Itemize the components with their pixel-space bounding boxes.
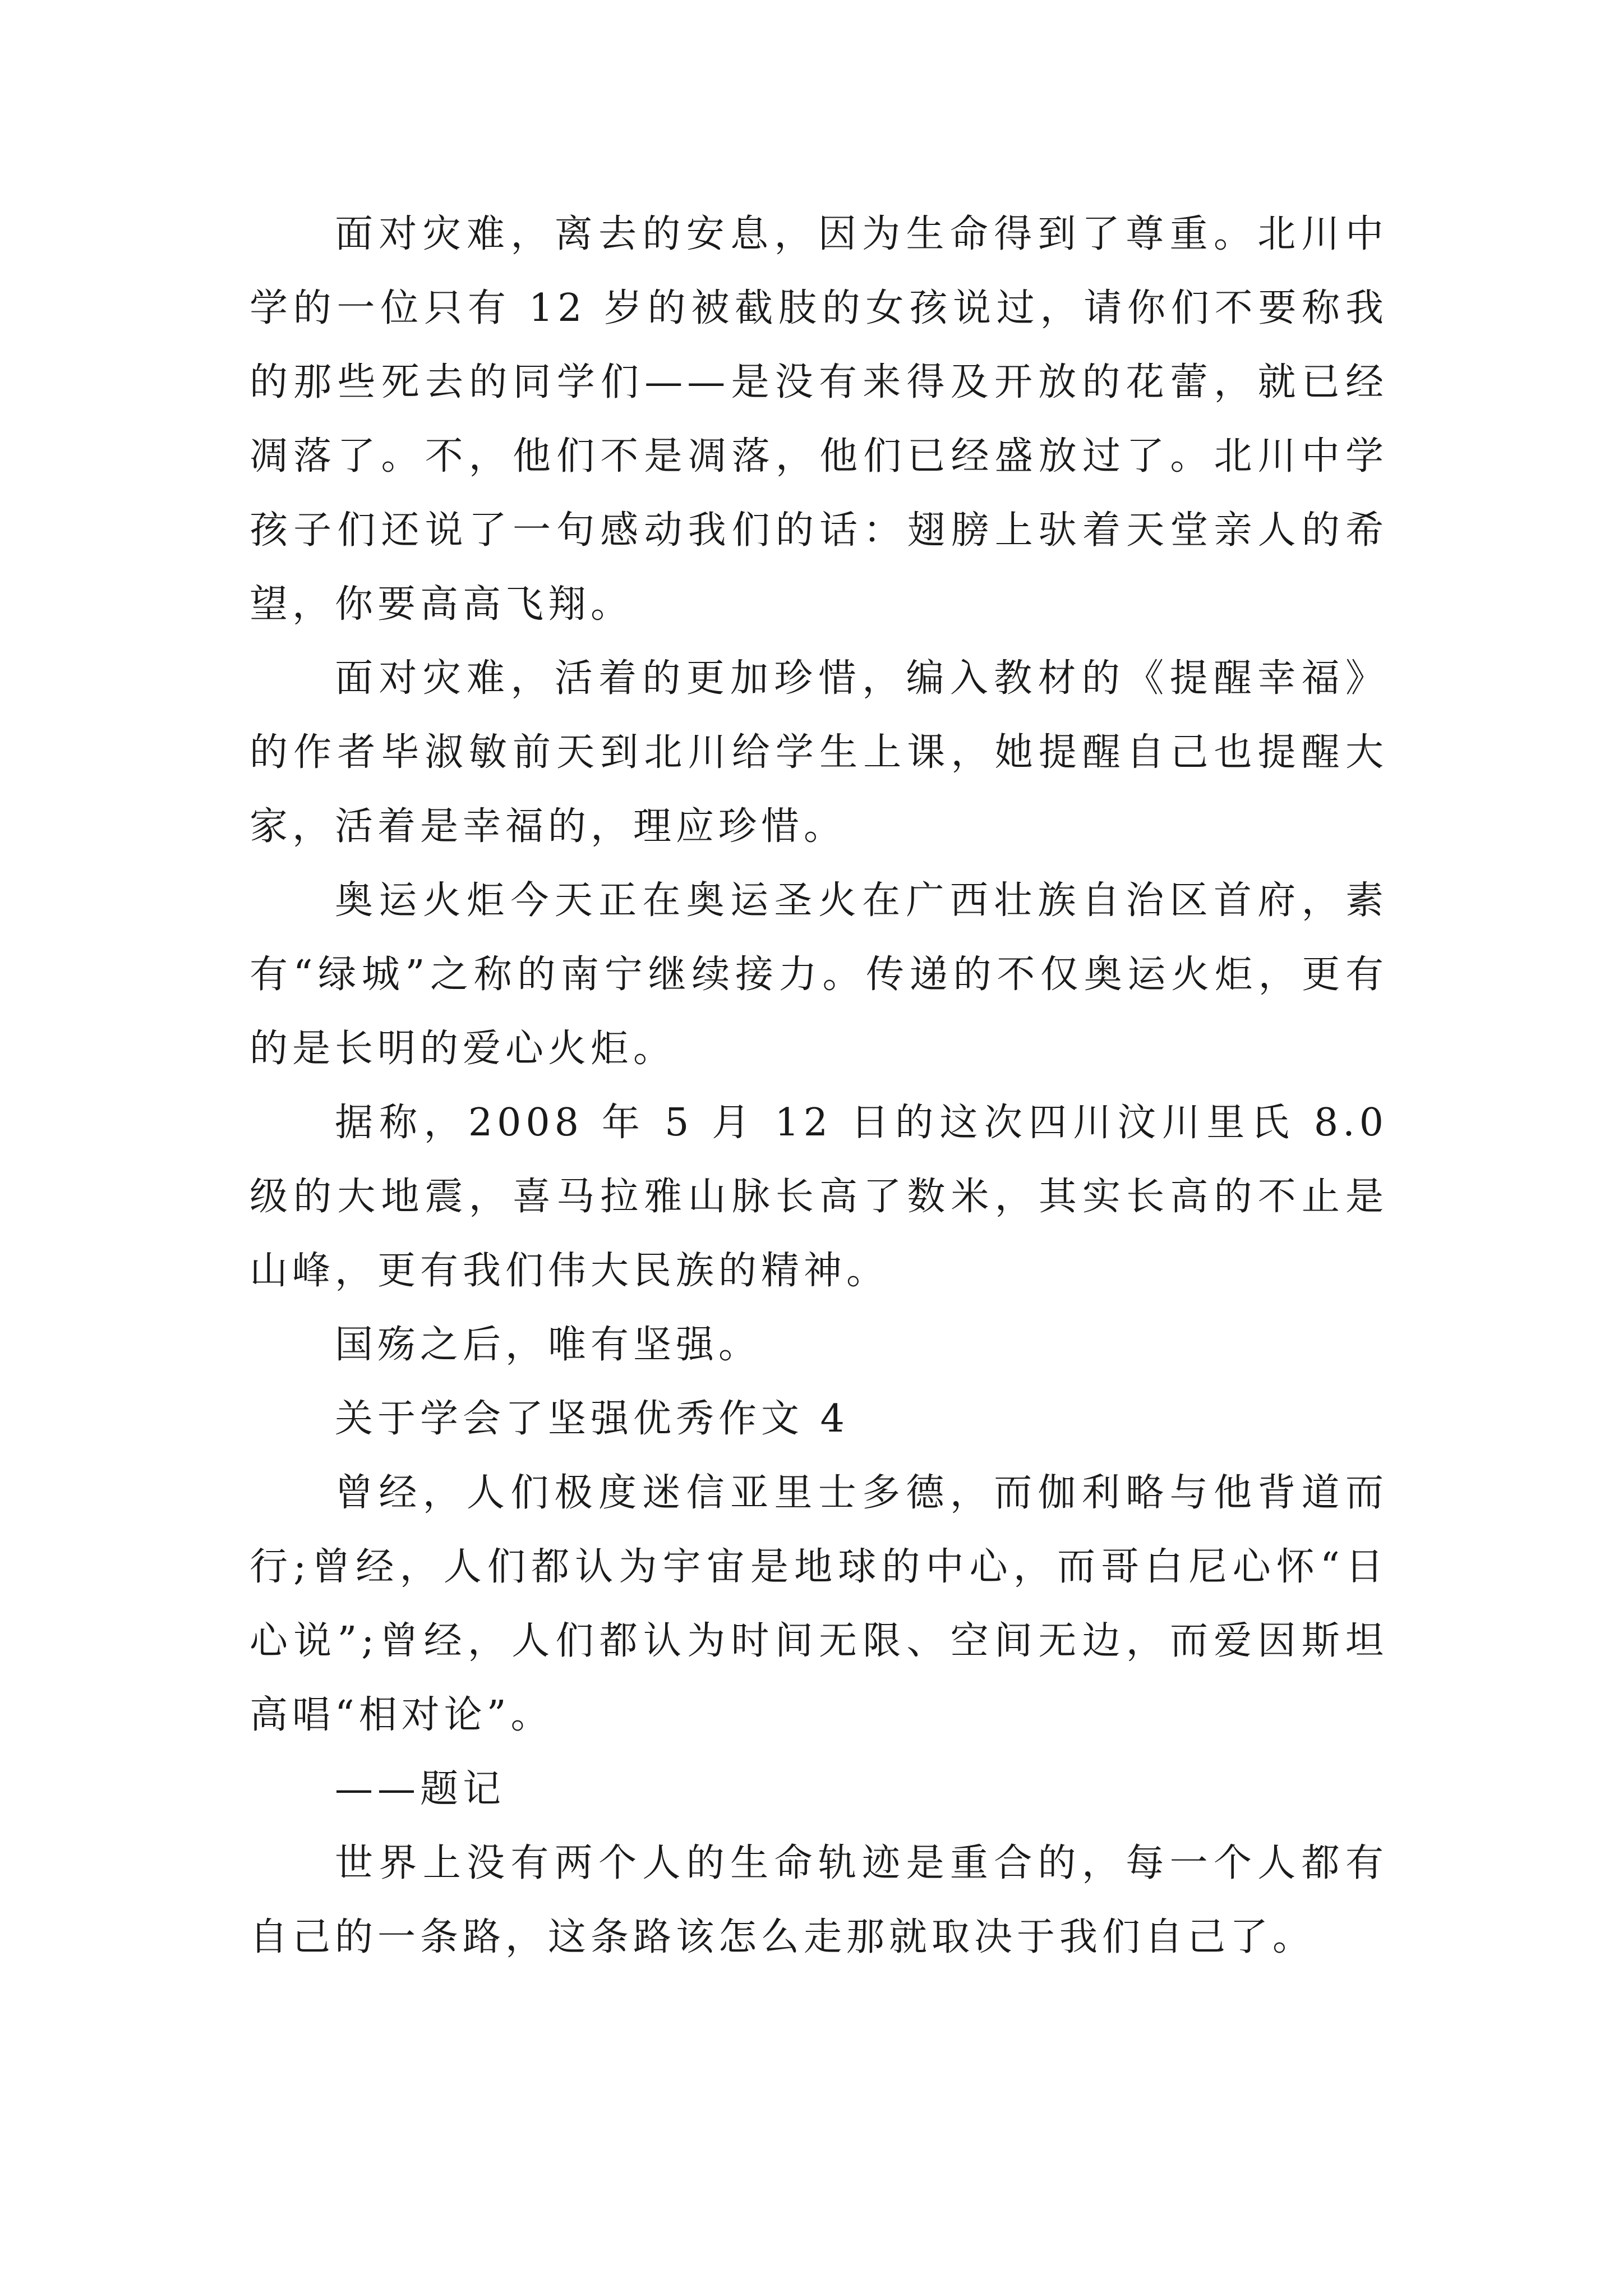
paragraph-1: 面对灾难，离去的安息，因为生命得到了尊重。北川中学的一位只有 12 岁的被截肢的女孩说过，请你们不要称我的那些死去的同学们——是没有来得及开放的花蕾，就已经凋落了。不，他们不是凋落，他们已经盛放过了。北川中学孩子们还说了一句感动我们的话：翅膀上驮着天堂亲人的希望，你要高高飞翔。: [250, 212, 1388, 627]
essay-title: 关于学会了坚强优秀作文 4: [335, 1397, 849, 1441]
paragraph-7: 世界上没有两个人的生命轨迹是重合的，每一个人都有自己的一条路，这条路该怎么走那就取决于我们自己了。: [250, 1841, 1388, 1959]
paragraph-2: 面对灾难，活着的更加珍惜，编入教材的《提醒幸福》的作者毕淑敏前天到北川给学生上课，她提醒自己也提醒大家，活着是幸福的，理应珍惜。: [250, 656, 1388, 849]
paragraph-6: 曾经，人们极度迷信亚里士多德，而伽利略与他背道而行;曾经，人们都认为宇宙是地球的中心，而哥白尼心怀“日心说”;曾经，人们都认为时间无限、空间无边，而爱因斯坦高唱“相对论”。: [250, 1471, 1388, 1737]
paragraph-4: 据称，2008 年 5 月 12 日的这次四川汶川里氏 8.0 级的大地震，喜马拉雅山脉长高了数米，其实长高的不止是山峰，更有我们伟大民族的精神。: [250, 1101, 1388, 1293]
paragraph-5: 国殇之后，唯有坚强。: [335, 1323, 762, 1367]
paragraph-3: 奥运火炬今天正在奥运圣火在广西壮族自治区首府，素有“绿城”之称的南宁继续接力。传递的不仅奥运火炬，更有的是长明的爱心火炬。: [250, 878, 1388, 1071]
epigraph-attribution: ——题记: [335, 1767, 506, 1811]
document-body: [250, 197, 1388, 1975]
